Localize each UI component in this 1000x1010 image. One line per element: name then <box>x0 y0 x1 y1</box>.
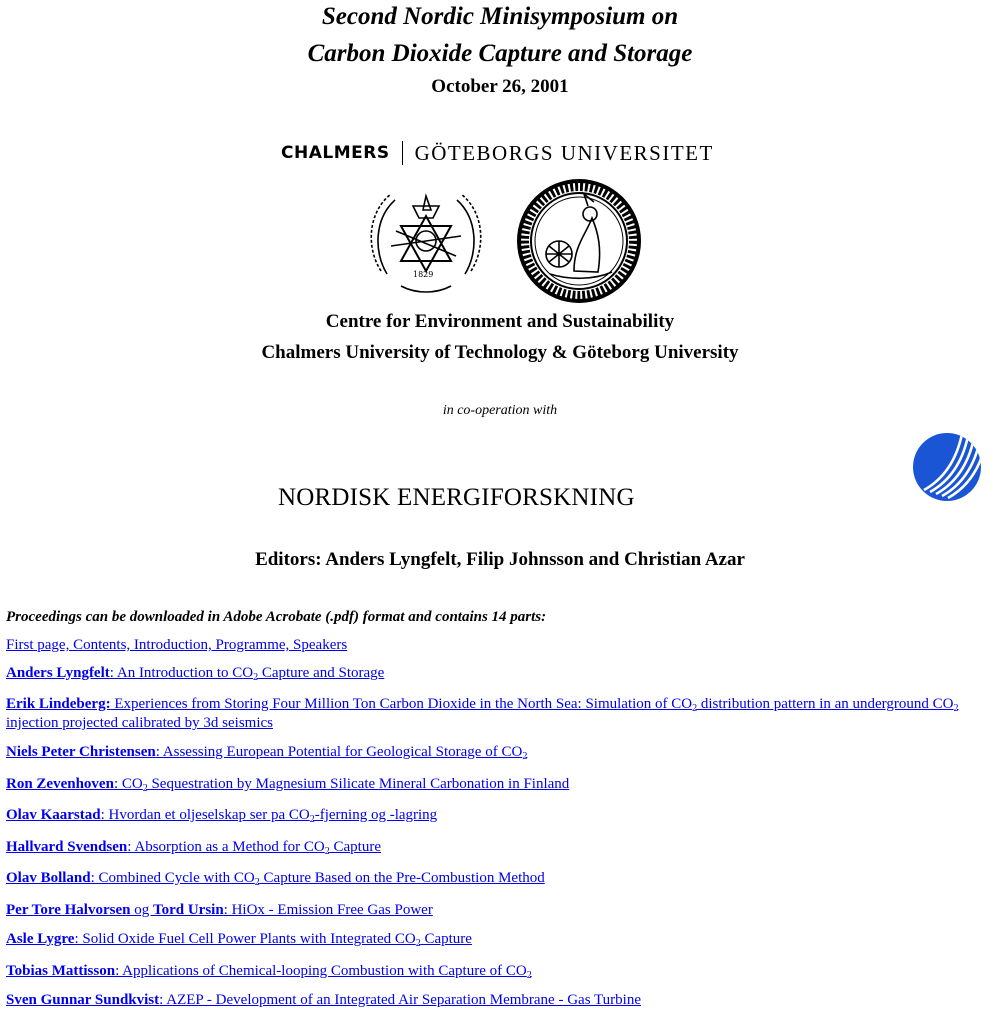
list-item <box>6 930 981 949</box>
list-item <box>6 901 981 920</box>
paper-title: : An Introduction to CO <box>109 665 254 681</box>
author-name: Erik Lindeberg: <box>6 696 111 712</box>
paper-link-lygre[interactable] <box>6 931 472 947</box>
list-item <box>6 838 981 857</box>
list-item <box>6 664 981 683</box>
nordisk-energiforskning-label: NORDISK ENERGIFORSKNING <box>278 484 635 511</box>
author-name: Per Tore Halvorsen <box>6 902 131 918</box>
paper-title: : CO <box>113 776 143 792</box>
subscript: 2 <box>415 938 421 949</box>
list-item <box>6 991 981 1010</box>
author-name: Tord Ursin <box>152 902 224 918</box>
subscript: 2 <box>692 703 698 714</box>
paper-title: : Assessing European Potential for Geological Storage of CO <box>155 744 523 760</box>
paper-link-svendsen[interactable] <box>6 839 381 855</box>
paper-link-zevenhoven[interactable] <box>6 776 569 792</box>
first-page-link[interactable]: First page, Contents, Introduction, Programme, Speakers <box>6 637 348 653</box>
paper-title: Sequestration by Magnesium Silicate Mineral Carbonation in Finland <box>147 776 570 792</box>
proceedings-intro: Proceedings can be downloaded in Adobe Acrobate (.pdf) format and contains 14 parts: <box>6 609 547 625</box>
universities-name: Chalmers University of Technology & Göteborg University <box>261 342 739 363</box>
subscript: 2 <box>526 970 532 981</box>
paper-title: Capture Based on the Pre-Combustion Method <box>259 870 545 886</box>
paper-link-lyngfelt[interactable] <box>6 665 384 681</box>
subscript: 2 <box>142 783 148 794</box>
chalmers-seal-icon <box>361 176 491 306</box>
logo-divider <box>402 141 403 165</box>
nordic-swan-logo-icon <box>912 432 982 502</box>
cooperation-label: in co-operation with <box>442 403 558 418</box>
list-item <box>6 962 981 981</box>
paper-title: Capture <box>420 931 472 947</box>
paper-title: : Hvordan et oljeselskap ser pa CO <box>100 807 310 823</box>
subscript: 2 <box>522 751 528 762</box>
goteborg-logo-text: GÖTEBORGS UNIVERSITET <box>414 140 714 165</box>
editors-line: Editors: Anders Lyngfelt, Filip Johnsson and Christian Azar <box>255 549 745 570</box>
symposium-title-line1: Second Nordic Minisymposium on <box>321 3 679 30</box>
goteborg-university-seal-icon <box>514 176 644 306</box>
symposium-date: October 26, 2001 <box>431 76 569 97</box>
paper-title: Capture <box>329 839 381 855</box>
author-name: Olav Kaarstad <box>6 807 101 823</box>
author-name: Hallvard Svendsen <box>6 839 128 855</box>
subscript: 2 <box>953 703 959 714</box>
author-name: Anders Lyngfelt <box>6 665 110 681</box>
paper-link-bolland[interactable] <box>6 870 545 886</box>
author-name: Olav Bolland <box>6 870 91 886</box>
paper-link-christensen[interactable] <box>6 744 527 760</box>
paper-title: : HiOx - Emission Free Gas Power <box>223 902 433 918</box>
paper-link-halvorsen-ursin[interactable] <box>6 902 433 918</box>
author-name: Niels Peter Christensen <box>6 744 156 760</box>
centre-name: Centre for Environment and Sustainability <box>325 311 675 332</box>
list-item <box>6 869 981 888</box>
list-item <box>6 695 981 733</box>
paper-link-lindeberg[interactable] <box>6 696 958 731</box>
author-name: Ron Zevenhoven <box>6 776 114 792</box>
paper-title: injection projected calibrated by 3d seismics <box>6 715 273 731</box>
chalmers-logo-text: CHALMERS <box>281 143 390 163</box>
list-item <box>6 806 981 825</box>
subscript: 2 <box>254 877 260 888</box>
university-logos-banner <box>281 138 721 168</box>
conjunction: og <box>130 902 153 918</box>
paper-link-sundkvist[interactable] <box>6 992 641 1008</box>
paper-title: : Combined Cycle with CO <box>90 870 255 886</box>
list-item <box>6 743 981 762</box>
author-name: Tobias Mattisson <box>6 963 116 979</box>
subscript: 2 <box>253 672 259 683</box>
paper-title: -fjerning og -lagring <box>314 807 438 823</box>
list-item <box>6 775 981 794</box>
list-item <box>6 636 981 655</box>
paper-title: Experiences from Storing Four Million Ton Carbon Dioxide in the North Sea: Simulation of CO <box>110 696 693 712</box>
subscript: 2 <box>309 814 315 825</box>
paper-title: Capture and Storage <box>258 665 385 681</box>
paper-link-mattisson[interactable] <box>6 963 532 979</box>
subscript: 2 <box>324 846 330 857</box>
paper-link-kaarstad[interactable] <box>6 807 437 823</box>
paper-title: : Absorption as a Method for CO <box>127 839 325 855</box>
author-name: Asle Lygre <box>6 931 75 947</box>
author-name: Sven Gunnar Sundkvist <box>6 992 160 1008</box>
paper-title: : AZEP - Development of an Integrated Air Separation Membrane - Gas Turbine <box>159 992 641 1008</box>
svg-text:1829: 1829 <box>413 270 434 279</box>
paper-title: : Solid Oxide Fuel Cell Power Plants with Integrated CO <box>74 931 416 947</box>
paper-title: : Applications of Chemical-looping Combustion with Capture of CO <box>115 963 527 979</box>
paper-title: distribution pattern in an underground CO <box>697 696 954 712</box>
symposium-title-line2: Carbon Dioxide Capture and Storage <box>307 40 693 67</box>
